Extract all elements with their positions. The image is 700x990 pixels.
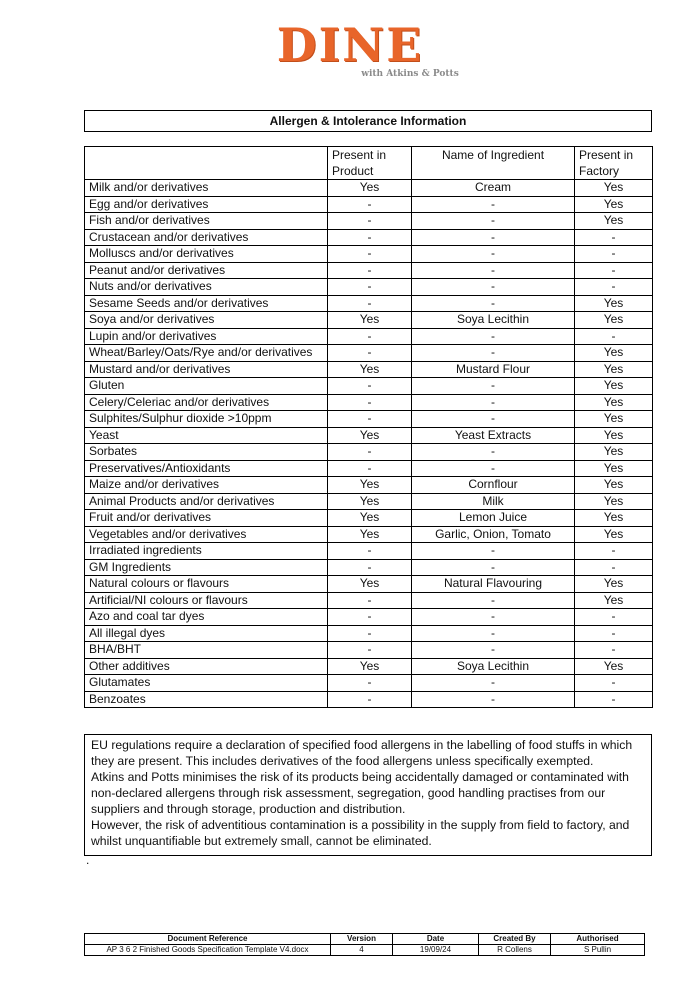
ingredient-name: Natural Flavouring xyxy=(412,576,575,593)
present-in-factory: Yes xyxy=(575,394,653,411)
present-in-product: - xyxy=(328,543,412,560)
ingredient-name: - xyxy=(412,609,575,626)
allergen-name: Egg and/or derivatives xyxy=(85,196,328,213)
present-in-product: - xyxy=(328,213,412,230)
table-row xyxy=(85,493,653,510)
brand-logo xyxy=(0,18,700,79)
allergen-name: Glutamates xyxy=(85,675,328,692)
table-row xyxy=(85,460,653,477)
note-paragraph: EU regulations require a declaration of specified food allergens in the labelling of food stuffs in which they are present. This includes derivatives of the food allergens unless specifically exempted. xyxy=(91,738,633,768)
ingredient-name: - xyxy=(412,196,575,213)
allergen-name: Fish and/or derivatives xyxy=(85,213,328,230)
header-present-in-factory: Present in Factory xyxy=(575,147,653,180)
allergen-name: Lupin and/or derivatives xyxy=(85,328,328,345)
present-in-factory: Yes xyxy=(575,592,653,609)
ingredient-name: Cream xyxy=(412,180,575,197)
allergen-name: Peanut and/or derivatives xyxy=(85,262,328,279)
allergen-name: Wheat/Barley/Oats/Rye and/or derivatives xyxy=(85,345,328,362)
table-row xyxy=(85,444,653,461)
allergen-name: Gluten xyxy=(85,378,328,395)
present-in-product: - xyxy=(328,196,412,213)
present-in-product: Yes xyxy=(328,427,412,444)
stray-dot: . xyxy=(86,853,90,867)
allergen-name: Other additives xyxy=(85,658,328,675)
present-in-factory: Yes xyxy=(575,411,653,428)
ingredient-name: - xyxy=(412,262,575,279)
ingredient-name: Milk xyxy=(412,493,575,510)
ingredient-name: Lemon Juice xyxy=(412,510,575,527)
present-in-factory: Yes xyxy=(575,213,653,230)
present-in-factory: Yes xyxy=(575,361,653,378)
note-paragraph: Atkins and Potts minimises the risk of its products being accidentally damaged or contaminated with non-declared allergens through risk assessment, segregation, good handling practises from our suppliers and through storage, production and distribution. xyxy=(91,770,629,816)
present-in-product: Yes xyxy=(328,658,412,675)
allergen-table-header xyxy=(85,147,653,180)
present-in-factory: - xyxy=(575,262,653,279)
table-row xyxy=(85,411,653,428)
allergen-name: Soya and/or derivatives xyxy=(85,312,328,329)
present-in-factory: - xyxy=(575,279,653,296)
present-in-factory: - xyxy=(575,328,653,345)
ingredient-name: - xyxy=(412,345,575,362)
allergen-name: Irradiated ingredients xyxy=(85,543,328,560)
docref-header-row xyxy=(85,934,645,945)
ingredient-name: - xyxy=(412,675,575,692)
present-in-product: - xyxy=(328,625,412,642)
allergen-table xyxy=(84,146,653,708)
table-row xyxy=(85,328,653,345)
ingredient-name: Cornflour xyxy=(412,477,575,494)
present-in-factory: Yes xyxy=(575,658,653,675)
allergen-name: GM Ingredients xyxy=(85,559,328,576)
table-row xyxy=(85,510,653,527)
table-row xyxy=(85,312,653,329)
present-in-factory: - xyxy=(575,625,653,642)
present-in-product: - xyxy=(328,642,412,659)
table-row xyxy=(85,180,653,197)
table-row xyxy=(85,361,653,378)
docref-header-date: Date xyxy=(393,934,479,945)
docref-date: 19/09/24 xyxy=(393,945,479,956)
present-in-factory: Yes xyxy=(575,180,653,197)
ingredient-name: - xyxy=(412,295,575,312)
present-in-product: - xyxy=(328,378,412,395)
ingredient-name: - xyxy=(412,411,575,428)
present-in-factory: - xyxy=(575,543,653,560)
allergen-name: Crustacean and/or derivatives xyxy=(85,229,328,246)
ingredient-name: - xyxy=(412,559,575,576)
present-in-product: - xyxy=(328,345,412,362)
present-in-factory: Yes xyxy=(575,477,653,494)
present-in-factory: Yes xyxy=(575,345,653,362)
docref-header-reference: Document Reference xyxy=(85,934,331,945)
table-row xyxy=(85,658,653,675)
ingredient-name: - xyxy=(412,625,575,642)
ingredient-name: - xyxy=(412,460,575,477)
table-row xyxy=(85,279,653,296)
allergen-name: Sorbates xyxy=(85,444,328,461)
table-row xyxy=(85,295,653,312)
table-row xyxy=(85,526,653,543)
present-in-product: - xyxy=(328,460,412,477)
present-in-product: - xyxy=(328,592,412,609)
allergen-name: Azo and coal tar dyes xyxy=(85,609,328,626)
allergen-name: Sulphites/Sulphur dioxide >10ppm xyxy=(85,411,328,428)
allergen-name: All illegal dyes xyxy=(85,625,328,642)
present-in-product: Yes xyxy=(328,576,412,593)
allergen-name: Sesame Seeds and/or derivatives xyxy=(85,295,328,312)
allergen-name: Natural colours or flavours xyxy=(85,576,328,593)
docref-version: 4 xyxy=(331,945,393,956)
allergen-name: Nuts and/or derivatives xyxy=(85,279,328,296)
ingredient-name: - xyxy=(412,691,575,708)
docref-header-version: Version xyxy=(331,934,393,945)
present-in-factory: Yes xyxy=(575,427,653,444)
present-in-product: - xyxy=(328,262,412,279)
ingredient-name: - xyxy=(412,213,575,230)
present-in-product: - xyxy=(328,411,412,428)
table-row xyxy=(85,477,653,494)
docref-created-by: R Collens xyxy=(479,945,551,956)
docref-authorised: S Pullin xyxy=(551,945,645,956)
present-in-product: - xyxy=(328,295,412,312)
present-in-factory: Yes xyxy=(575,444,653,461)
ingredient-name: - xyxy=(412,279,575,296)
docref-reference: AP 3 6 2 Finished Goods Specification Template V4.docx xyxy=(85,945,331,956)
present-in-factory: - xyxy=(575,246,653,263)
ingredient-name: - xyxy=(412,394,575,411)
allergen-name: Artificial/NI colours or flavours xyxy=(85,592,328,609)
ingredient-name: Mustard Flour xyxy=(412,361,575,378)
table-row xyxy=(85,543,653,560)
docref-value-row xyxy=(85,945,645,956)
present-in-product: - xyxy=(328,394,412,411)
table-row xyxy=(85,592,653,609)
allergen-name: Fruit and/or derivatives xyxy=(85,510,328,527)
logo-wordmark: DINE xyxy=(276,18,424,72)
logo-tagline: with Atkins & Potts xyxy=(361,69,459,79)
ingredient-name: - xyxy=(412,328,575,345)
present-in-product: Yes xyxy=(328,312,412,329)
allergen-name: Milk and/or derivatives xyxy=(85,180,328,197)
allergen-name: Preservatives/Antioxidants xyxy=(85,460,328,477)
allergen-name: Yeast xyxy=(85,427,328,444)
table-row xyxy=(85,625,653,642)
table-row xyxy=(85,394,653,411)
document-reference-table xyxy=(84,933,645,956)
present-in-factory: Yes xyxy=(575,510,653,527)
table-row xyxy=(85,559,653,576)
header-present-in-product: Present in Product xyxy=(328,147,412,180)
allergen-name: Celery/Celeriac and/or derivatives xyxy=(85,394,328,411)
present-in-factory: Yes xyxy=(575,196,653,213)
present-in-product: - xyxy=(328,279,412,296)
table-row xyxy=(85,675,653,692)
present-in-factory: Yes xyxy=(575,378,653,395)
allergen-notes xyxy=(84,734,652,856)
table-row xyxy=(85,642,653,659)
ingredient-name: Soya Lecithin xyxy=(412,658,575,675)
present-in-factory: - xyxy=(575,229,653,246)
table-row xyxy=(85,246,653,263)
present-in-factory: Yes xyxy=(575,493,653,510)
present-in-factory: - xyxy=(575,559,653,576)
present-in-product: - xyxy=(328,691,412,708)
allergen-name: Maize and/or derivatives xyxy=(85,477,328,494)
table-row xyxy=(85,345,653,362)
present-in-product: - xyxy=(328,609,412,626)
ingredient-name: Garlic, Onion, Tomato xyxy=(412,526,575,543)
ingredient-name: - xyxy=(412,543,575,560)
present-in-product: - xyxy=(328,444,412,461)
docref-header-created-by: Created By xyxy=(479,934,551,945)
table-row xyxy=(85,691,653,708)
ingredient-name: - xyxy=(412,378,575,395)
present-in-product: - xyxy=(328,675,412,692)
docref-header-authorised: Authorised xyxy=(551,934,645,945)
ingredient-name: - xyxy=(412,444,575,461)
present-in-product: Yes xyxy=(328,361,412,378)
present-in-product: - xyxy=(328,559,412,576)
table-row xyxy=(85,196,653,213)
table-row xyxy=(85,229,653,246)
table-row xyxy=(85,427,653,444)
header-allergen xyxy=(85,147,328,180)
table-row xyxy=(85,378,653,395)
present-in-factory: Yes xyxy=(575,312,653,329)
allergen-name: Mustard and/or derivatives xyxy=(85,361,328,378)
present-in-product: Yes xyxy=(328,510,412,527)
present-in-product: Yes xyxy=(328,526,412,543)
present-in-product: - xyxy=(328,246,412,263)
present-in-product: Yes xyxy=(328,477,412,494)
allergen-name: Animal Products and/or derivatives xyxy=(85,493,328,510)
allergen-name: Molluscs and/or derivatives xyxy=(85,246,328,263)
allergen-name: Benzoates xyxy=(85,691,328,708)
ingredient-name: - xyxy=(412,642,575,659)
table-row xyxy=(85,213,653,230)
present-in-factory: - xyxy=(575,675,653,692)
present-in-factory: Yes xyxy=(575,576,653,593)
present-in-factory: Yes xyxy=(575,526,653,543)
ingredient-name: - xyxy=(412,246,575,263)
present-in-product: Yes xyxy=(328,493,412,510)
header-ingredient-name: Name of Ingredient xyxy=(412,147,575,180)
present-in-factory: - xyxy=(575,609,653,626)
ingredient-name: Yeast Extracts xyxy=(412,427,575,444)
present-in-factory: Yes xyxy=(575,295,653,312)
table-row xyxy=(85,262,653,279)
present-in-factory: - xyxy=(575,691,653,708)
section-title: Allergen & Intolerance Information xyxy=(84,110,652,132)
present-in-product: - xyxy=(328,328,412,345)
allergen-name: Vegetables and/or derivatives xyxy=(85,526,328,543)
present-in-factory: - xyxy=(575,642,653,659)
ingredient-name: - xyxy=(412,229,575,246)
note-paragraph: However, the risk of adventitious contamination is a possibility in the supply from field to factory, and whilst unquantifiable but extremely small, cannot be eliminated. xyxy=(91,818,630,848)
present-in-product: - xyxy=(328,229,412,246)
table-row xyxy=(85,609,653,626)
present-in-product: Yes xyxy=(328,180,412,197)
table-row xyxy=(85,576,653,593)
present-in-factory: Yes xyxy=(575,460,653,477)
ingredient-name: - xyxy=(412,592,575,609)
ingredient-name: Soya Lecithin xyxy=(412,312,575,329)
allergen-name: BHA/BHT xyxy=(85,642,328,659)
